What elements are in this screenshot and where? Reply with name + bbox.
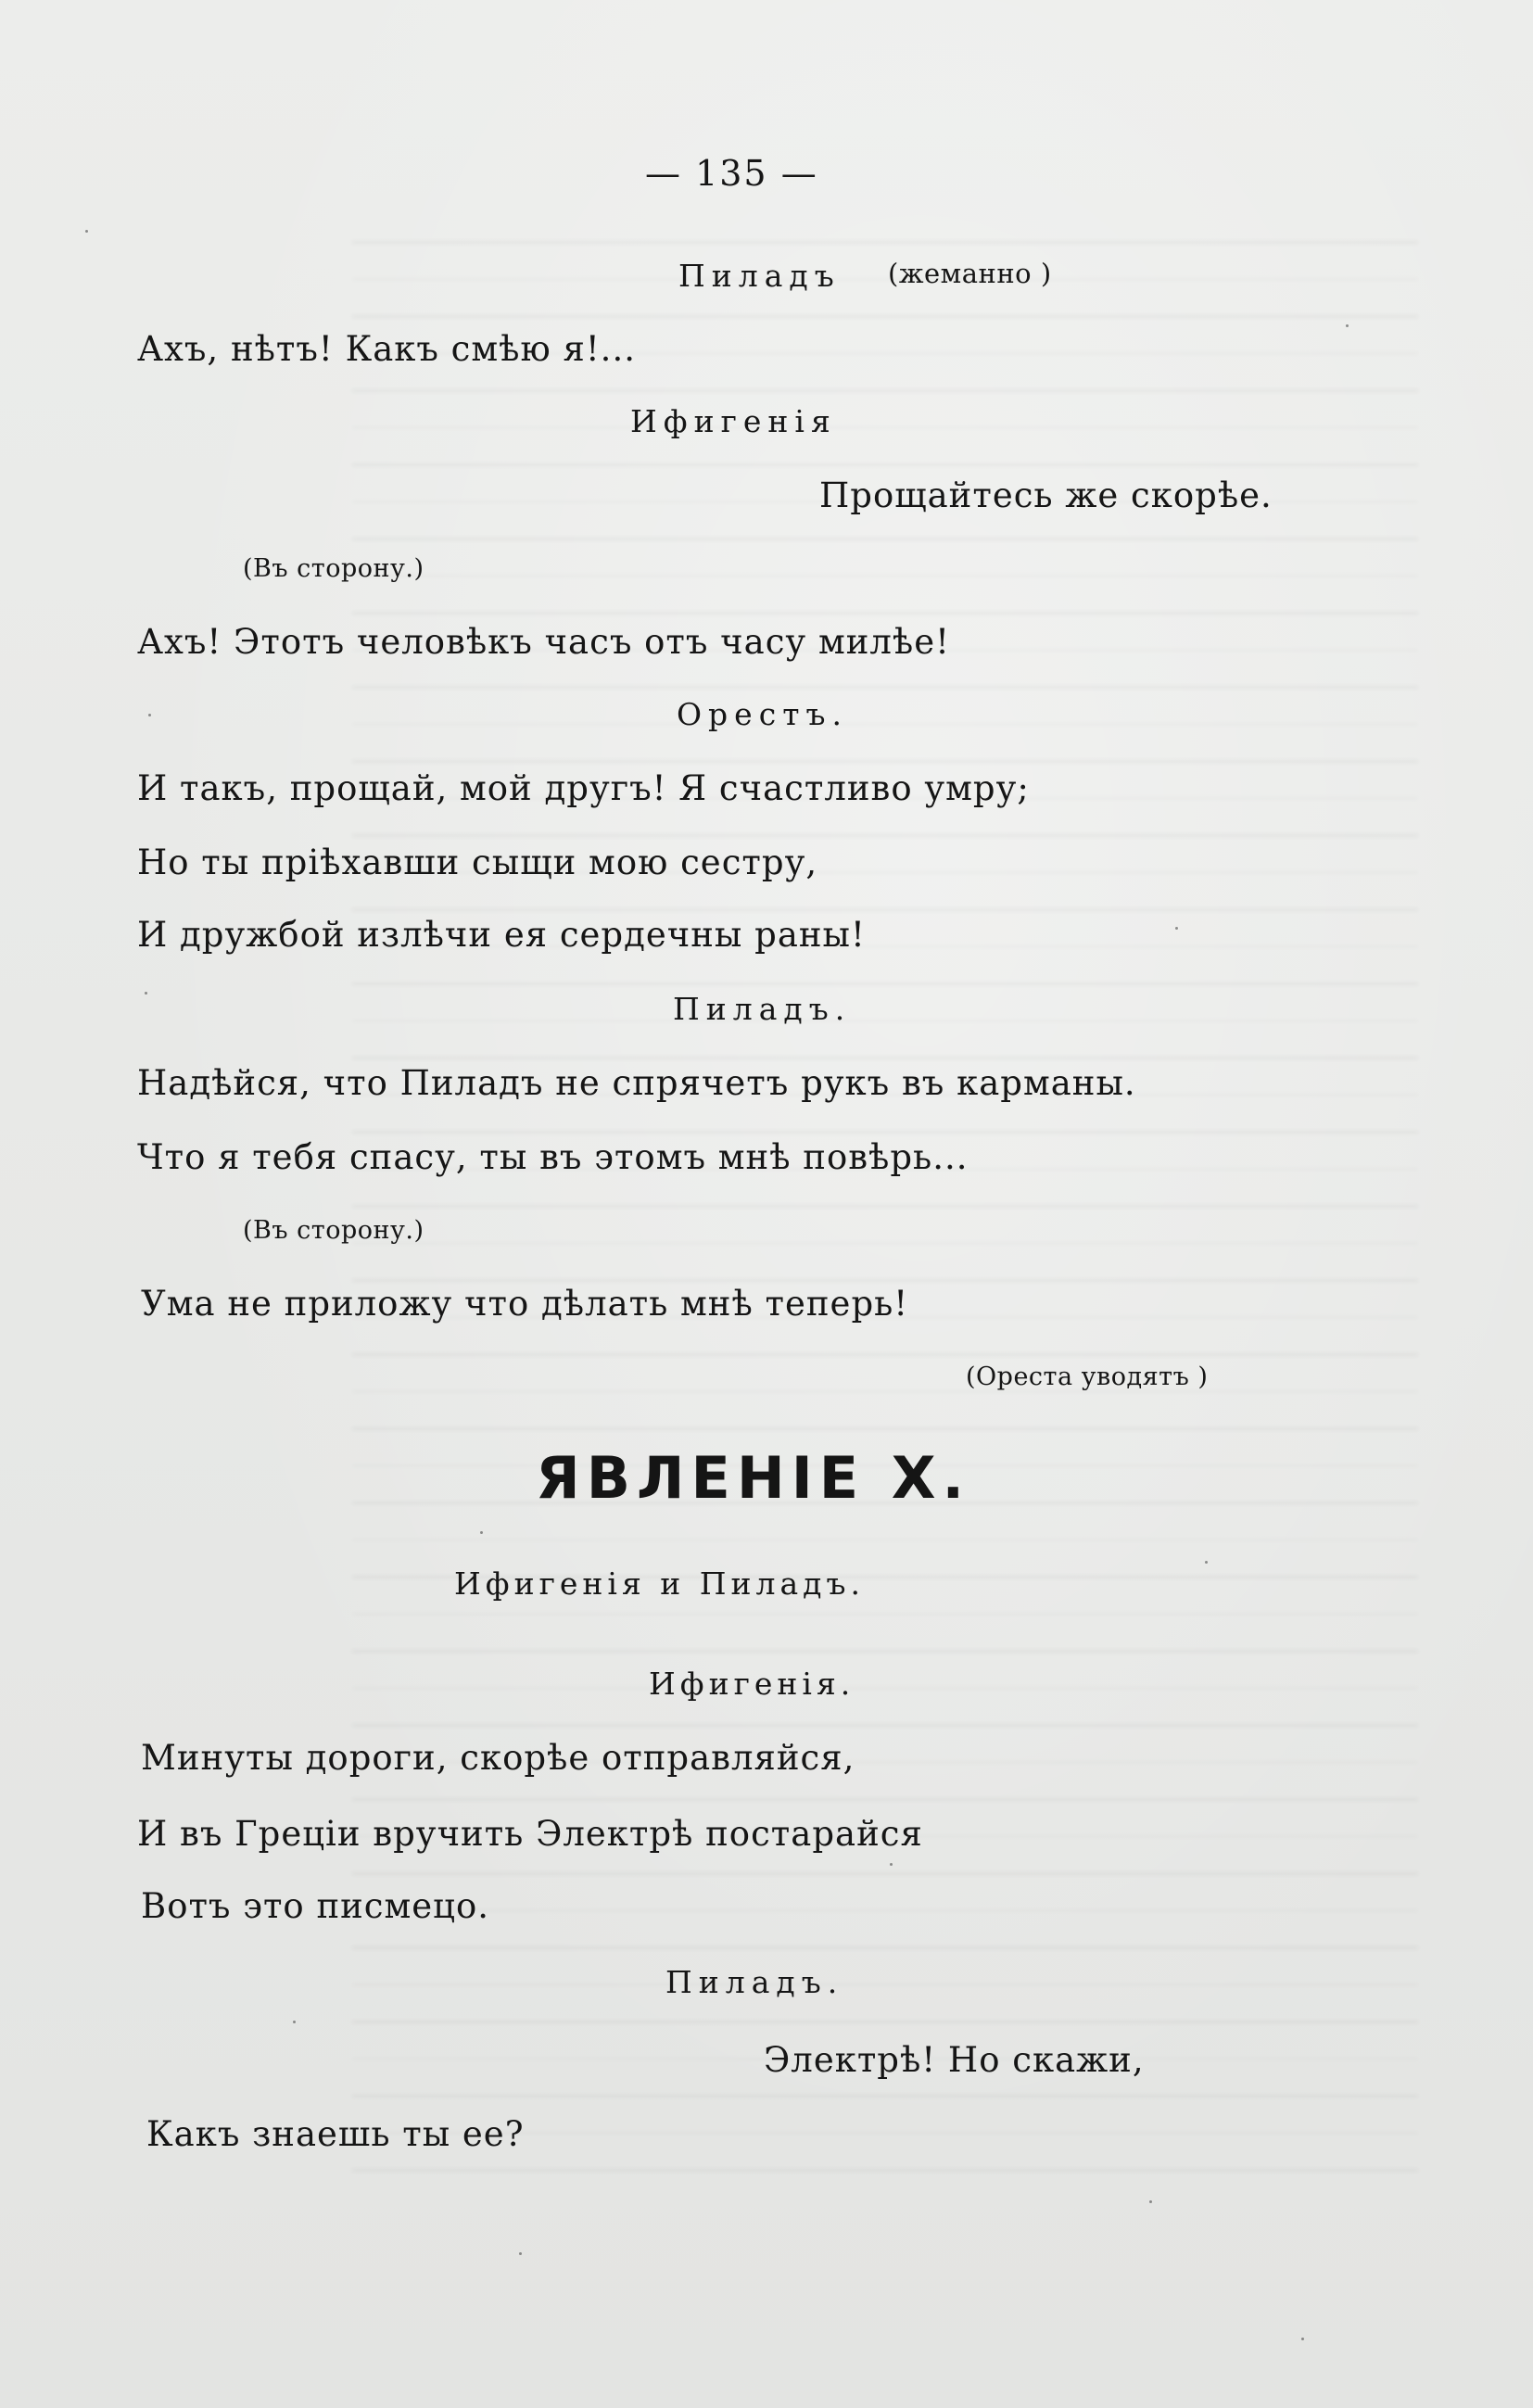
scan-speck	[145, 992, 147, 995]
verse-line: Какъ знаешь ты ее?	[146, 2114, 525, 2154]
speaker-orest: Орестъ.	[677, 696, 848, 732]
speaker-pilad: Пиладъ.	[673, 991, 852, 1027]
verse-line: И такъ, прощай, мой другъ! Я счастливо умру;	[137, 768, 1030, 808]
speaker-pilad: Пиладъ	[678, 258, 841, 294]
scan-speck	[1346, 324, 1349, 327]
page-number: — 135 —	[645, 153, 818, 194]
scan-speck	[480, 1531, 483, 1534]
stage-direction: (Ореста уводятъ )	[966, 1362, 1209, 1391]
scan-speck	[1149, 2200, 1152, 2203]
speaker-pilad: Пиладъ.	[665, 1964, 844, 2000]
verse-line: Ахъ, нѣтъ! Какъ смѣю я!...	[137, 329, 636, 369]
scan-speck	[890, 1863, 893, 1866]
scene-cast: Ифигенія и Пиладъ.	[454, 1565, 865, 1602]
scan-speck	[85, 230, 88, 233]
scan-speck	[519, 2252, 522, 2255]
verse-line: И въ Греціи вручить Электрѣ постарайся	[137, 1814, 923, 1854]
scene-title: ЯВЛЕНІЕ X.	[536, 1444, 971, 1512]
verse-line: И дружбой излѣчи ея сердечны раны!	[137, 915, 866, 955]
stage-direction: (Въ сторону.)	[243, 1216, 424, 1245]
verse-line: Минуты дороги, скорѣе отправляйся,	[141, 1738, 855, 1778]
verse-line: Надѣйся, что Пиладъ не спрячетъ рукъ въ карманы.	[137, 1063, 1136, 1103]
scan-speck	[1205, 1561, 1208, 1564]
stage-direction: (Въ сторону.)	[243, 554, 424, 583]
stage-direction: (жеманно )	[888, 258, 1052, 289]
verse-line: Но ты пріѣхавши сыщи мою сестру,	[137, 843, 818, 882]
scan-speck	[293, 2021, 296, 2023]
verse-line: Прощайтесь же скорѣе.	[819, 475, 1273, 515]
bleed-through-texture	[352, 241, 1418, 2187]
scan-speck	[1175, 927, 1178, 930]
verse-line: Электрѣ! Но скажи,	[764, 2040, 1145, 2080]
scan-speck	[1301, 2338, 1304, 2340]
verse-line: Ума не приложу что дѣлать мнѣ теперь!	[141, 1284, 909, 1324]
scan-speck	[148, 714, 151, 716]
speaker-ifigenia: Ифигенія.	[649, 1666, 855, 1702]
speaker-ifigenia: Ифигенія	[630, 403, 837, 439]
verse-line: Ахъ! Этотъ человѣкъ часъ отъ часу милѣе!	[137, 622, 950, 662]
verse-line: Вотъ это писмецо.	[141, 1886, 490, 1926]
verse-line: Что я тебя спасу, ты въ этомъ мнѣ повѣрь...	[137, 1137, 969, 1177]
